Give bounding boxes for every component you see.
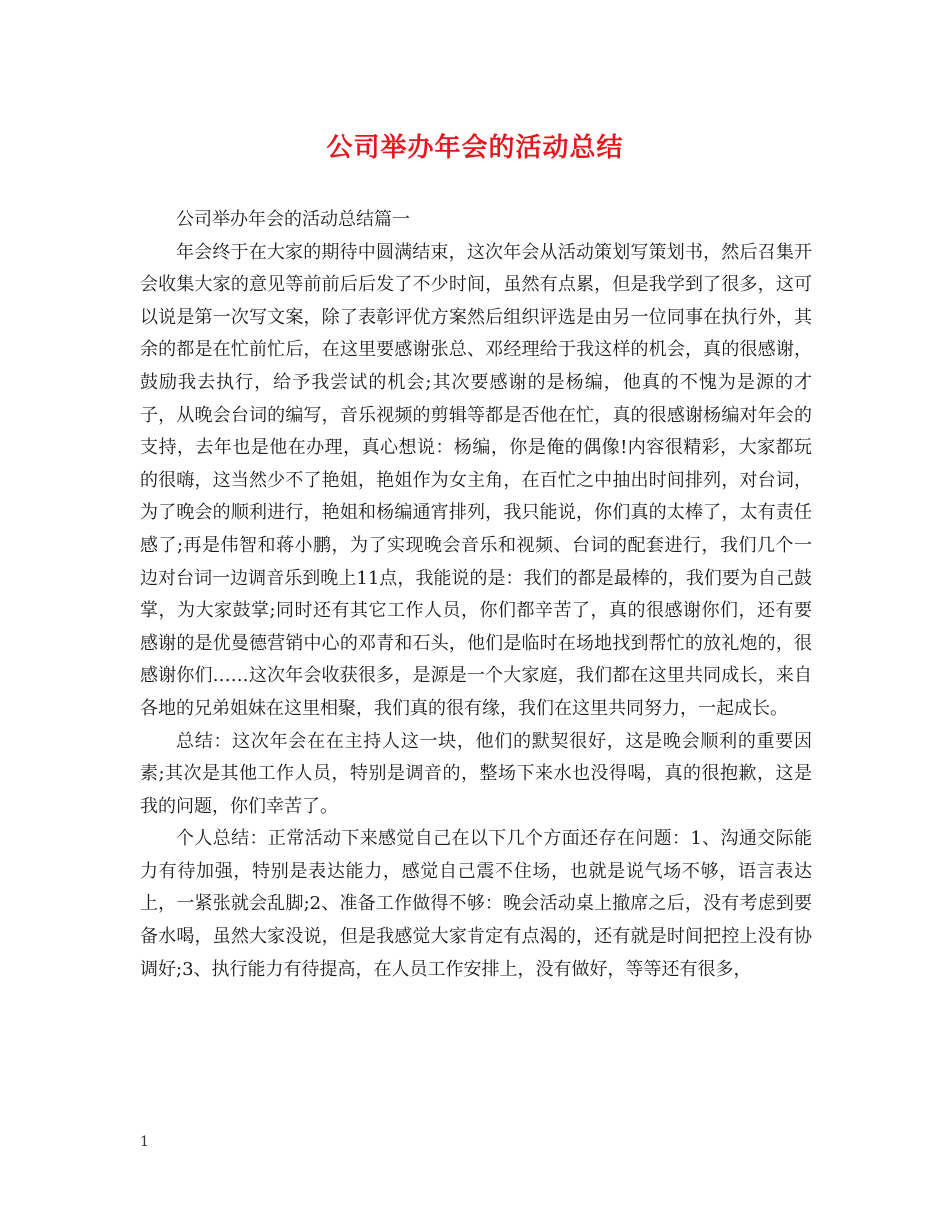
document-body bbox=[140, 204, 812, 986]
document-title: 公司举办年会的活动总结 bbox=[326, 133, 624, 163]
paragraph-personal-summary: 个人总结：正常活动下来感觉自己在以下几个方面还存在问题：1、沟通交际能力有待加强，特别是表达能力，感觉自己震不住场，也就是说气场不够，语言表达上，一紧张就会乱脚;2、准备工作做得不够：晚会活动桌上撤席之后，没有考虑到要备水喝，虽然大家没说，但是我感觉大家肯定有点渴的，还有就是时间把控上没有协调好;3、执行能力有待提高，在人员工作安排上，没有做好，等等还有很多， bbox=[140, 828, 812, 980]
page-number: 1 bbox=[140, 1134, 149, 1150]
paragraph-conclusion: 总结：这次年会在在主持人这一块，他们的默契很好，这是晚会顺利的重要因素;其次是其他工作人员，特别是调音的，整场下来水也没得喝，真的很抱歉，这是我的问题，你们幸苦了。 bbox=[140, 730, 812, 817]
section-heading: 公司举办年会的活动总结篇一 bbox=[176, 209, 410, 230]
paragraph-summary: 年会终于在大家的期待中圆满结束，这次年会从活动策划写策划书，然后召集开会收集大家的意见等前前后后发了不少时间，虽然有点累，但是我学到了很多，这可以说是第一次写文案，除了表彰评优方案然后组织评选是由另一位同事在执行外，其余的都是在忙前忙后，在这里要感谢张总、邓经理给于我这样的机会，真的很感谢，鼓励我去执行，给予我尝试的机会;其次要感谢的是杨编，他真的不愧为是源的才子，从晚会台词的编写，音乐视频的剪辑等都是否他在忙，真的很感谢杨编对年会的支持，去年也是他在办理，真心想说：杨编，你是俺的偶像!内容很精彩，大家都玩的很嗨，这当然少不了艳姐，艳姐作为女主角，在百忙之中抽出时间排列，对台词，为了晚会的顺利进行，艳姐和杨编通宵排列，我只能说，你们真的太棒了，太有责任感了;再是伟智和蒋小鹏，为了实现晚会音乐和视频、台词的配套进行，我们几个一边对台词一边调音乐到晚上11点，我能说的是：我们的都是最棒的，我们要为自己鼓掌，为大家鼓掌;同时还有其它工作人员，你们都辛苦了，真的很感谢你们，还有要感谢的是优曼德营销中心的邓青和石头，他们是临时在场地找到帮忙的放礼炮的，很感谢你们……这次年会收获很多，是源是一个大家庭，我们都在这里共同成长，来自各地的兄弟姐妹在这里相聚，我们真的很有缘，我们在这里共同努力，一起成长。 bbox=[140, 241, 812, 719]
